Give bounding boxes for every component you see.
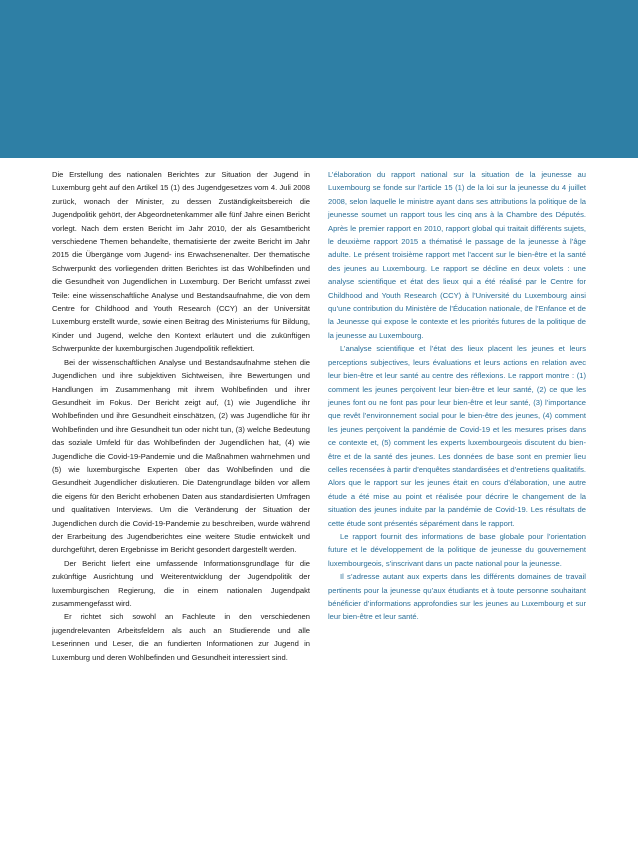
header-band xyxy=(0,0,638,158)
german-paragraph-1: Die Erstellung des nationalen Berichtes zur Situation der Jugend in Luxemburg geht auf den Artikel 15 (1) des Jugendgesetzes vom 4. Juli 2008 zurück, wonach der Minister, zu dessen Zuständigkeitsbereich die Jugendpolitik gehört, der Abgeordnetenkammer alle fünf Jahre einen Bericht vorlegt. Nach dem ersten Bericht im Jahr 2010, der als Gesamtbericht verschiedene Themen behandelte, thematisierte der zweite Bericht im Jahr 2015 die Übergänge vom Jugend- ins Erwachsenenalter. Der thematische Schwerpunkt des vorliegenden dritten Berichtes ist das Wohlbefinden und die Gesundheit von Jugendlichen in Luxemburg. Der Bericht umfasst zwei Teile: eine wissenschaftliche Analyse und Bestandsaufnahme, die von dem Centre for Childhood and Youth Research (CCY) an der Universität Luxemburg erstellt wurde, sowie einen Beitrag des Ministeriums für Bildung, Kinder und Jugend, welche den Kontext erläutert und die zukünftigen Schwerpunkte der luxemburgischen Jugendpolitik reflektiert. xyxy=(52,170,310,354)
german-text-column xyxy=(52,168,310,664)
french-paragraph-1: L’élaboration du rapport national sur la situation de la jeunesse au Luxembourg se fonde sur l’article 15 (1) de la loi sur la jeunesse du 4 juillet 2008, selon laquelle le ministre ayant dans ses attributions la politique de la jeunesse soumet un rapport tous les cinq ans à la Chambre des Députés. Après le premier rapport en 2010, rapport global qui traitait différents sujets, le deuxième rapport 2015 a thématisé le passage de la jeunesse à l’âge adulte. Le présent troisième rapport met l’accent sur le bien-être et la santé des jeunes au Luxembourg. Le rapport se décline en deux volets : une analyse scientifique et état des lieux qui a été réalisé par le Centre for Childhood and Youth Research (CCY) à l’Université du Luxembourg ainsi qu’une contribution du Ministère de l’Éducation nationale, de l’Enfance et de la Jeunesse qui expose le contexte et les priorités futures de la politique de la jeunesse au Luxembourg. xyxy=(328,170,586,340)
german-paragraph-2: Bei der wissenschaftlichen Analyse und Bestandsaufnahme stehen die Jugendlichen und ihre subjektiven Sichtweisen, ihre Bewertungen und Handlungen im Zusammenhang mit ihrem Wohlbefinden und ihrer Gesundheit im Fokus. Der Bericht zeigt auf, (1) wie Jugendliche ihr Wohlbefinden und ihre Gesundheit einschätzen, (2) was Jugendliche für ihr Wohlbefinden und ihre Gesundheit tun oder nicht tun, (3) welche Bedeutung das soziale Umfeld für das Wohlbefinden der Jugendlichen hat, (4) wie Jugendliche die Covid-19-Pandemie und die Maßnahmen wahrnehmen und (5) wie luxemburgische Experten über das Wohlbefinden und die Gesundheit Jugendlicher diskutieren. Die Datengrundlage bilden vor allem die eigens für den Bericht erhobenen Daten aus standardisierten Umfragen und qualitativen Interviews. Um die Veränderung der Situation der Jugendlichen durch die Covid-19-Pandemie zu beschreiben, wurde während der Erarbeitung des Jugendberichtes eine weitere Studie entwickelt und durchgeführt, deren Ergebnisse im Bericht gesondert dargestellt werden. xyxy=(52,357,310,555)
french-paragraph-2: L’analyse scientifique et l’état des lieux placent les jeunes et leurs perceptions subjectives, leurs évaluations et leurs actions en relation avec leur bien-être et leur santé au centre des réflexions. Le rapport montre : (1) comment les jeunes perçoivent leur bien-être et leur santé, (2) ce que les jeunes font ou ne font pas pour leur bien-être et leur santé, (3) l’importance que revêt l’environnement social pour le bien-être des jeunes, (4) comment les jeunes perçoivent la pandémie de Covid-19 et les mesures prises dans ce contexte et, (5) comment les experts luxembourgeois discutent du bien-être et de la santé des jeunes. Les données de base sont en premier lieu celles recensées à partir d’enquêtes standardisées et d’entretiens qualitatifs. Alors que le rapport sur les jeunes était en cours d’élaboration, une autre étude a été mise au point et réalisée pour décrire le changement de la situation des jeunes induite par la pandémie de Covid-19. Les résultats de cette étude sont présentés séparément dans le rapport. xyxy=(328,344,586,528)
german-paragraph-4: Er richtet sich sowohl an Fachleute in den verschiedenen jugendrelevanten Arbeitsfeldern als auch an Studierende und alle Leserinnen und Leser, die an fundierten Informationen zur Jugend in Luxemburg und deren Wohlbefinden und Gesundheit interessiert sind. xyxy=(52,612,310,662)
french-paragraph-4: Il s’adresse autant aux experts dans les différents domaines de travail pertinents pour la jeunesse qu’aux étudiants et à toute personne souhaitant bénéficier d’informations approfondies sur les jeunes au Luxembourg et sur leur bien-être et leur santé. xyxy=(328,572,586,622)
german-paragraph-3: Der Bericht liefert eine umfassende Informationsgrundlage für die zukünftige Ausrichtung und Weiterentwicklung der Jugendpolitik der luxemburgischen Regierung, die in einem nationalen Jugendpakt zusammengefasst wird. xyxy=(52,558,310,608)
french-text-column xyxy=(328,168,586,624)
french-paragraph-3: Le rapport fournit des informations de base globale pour l’orientation future et le développement de la politique de jeunesse du gouvernement luxembourgeois, s’inscrivant dans un pacte national pour la jeunesse. xyxy=(328,531,586,568)
